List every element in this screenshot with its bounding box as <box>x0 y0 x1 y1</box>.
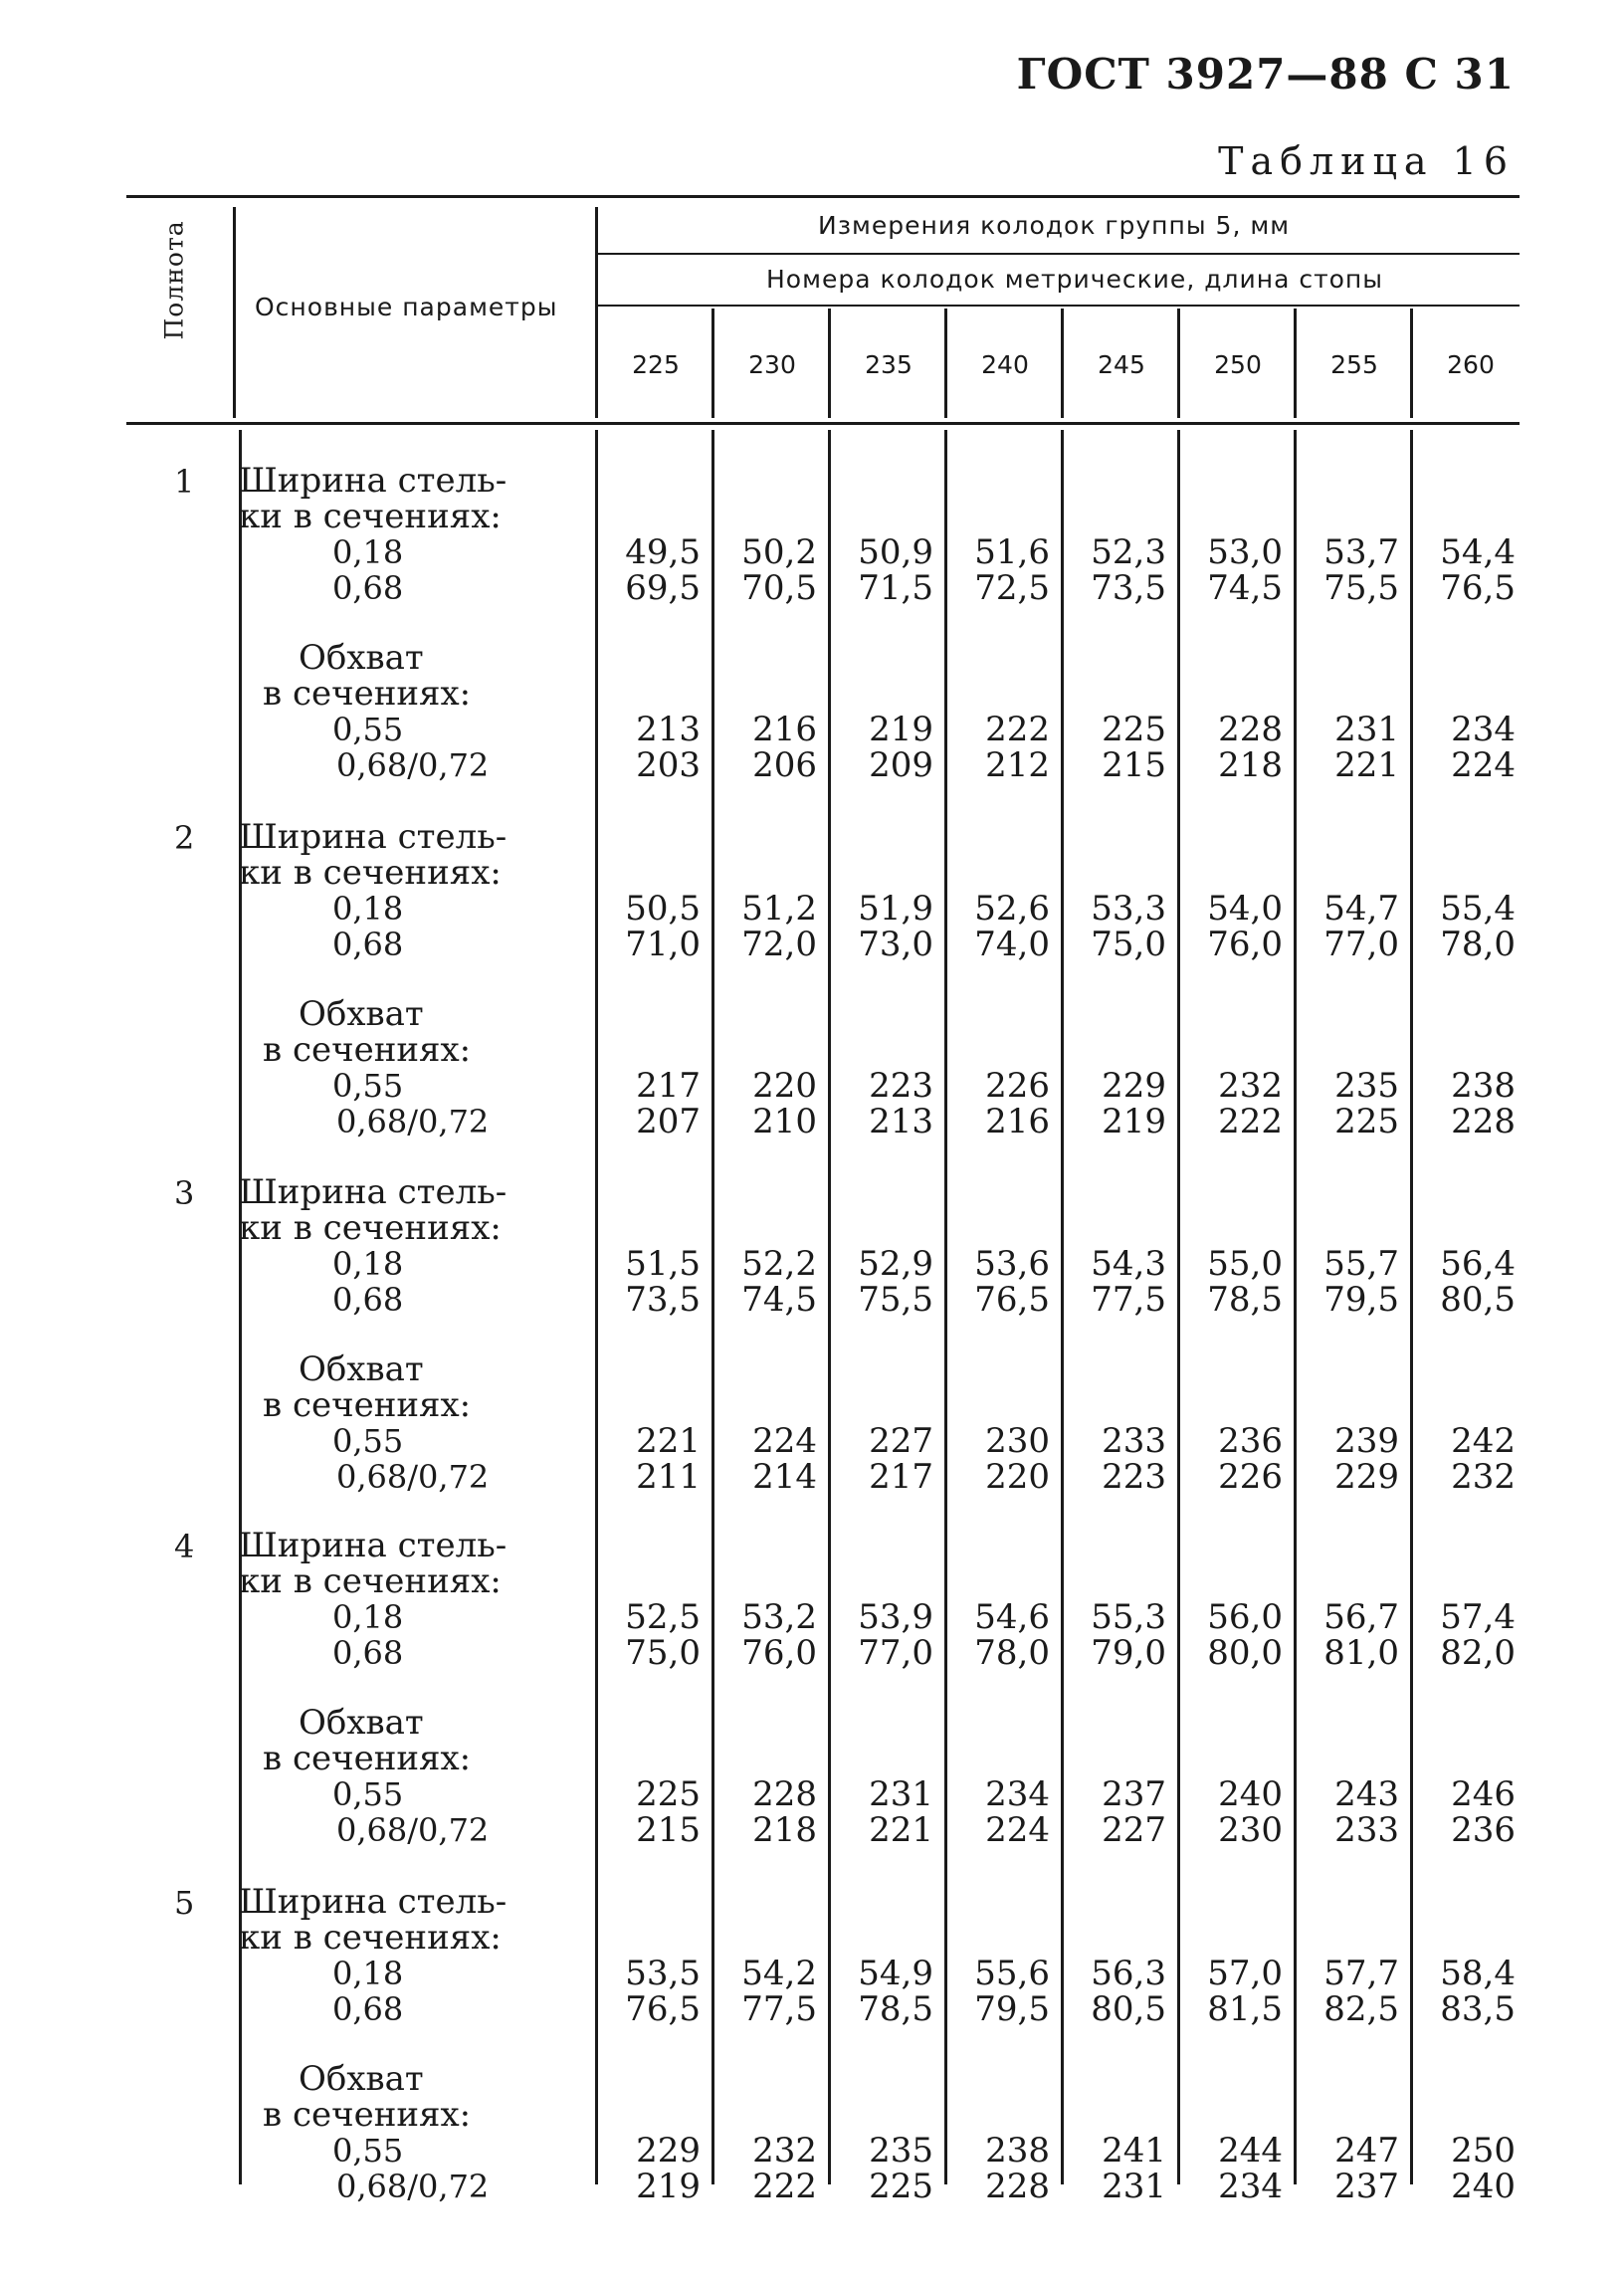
girth-subtitle: в сечениях: <box>263 1030 472 1070</box>
table-cell: 228 <box>1451 1102 1516 1141</box>
table-cell: 56,0 <box>1207 1597 1283 1637</box>
table-cell: 217 <box>636 1066 701 1106</box>
table-cell: 79,5 <box>1323 1280 1399 1320</box>
table-cell: 238 <box>985 2131 1050 2171</box>
polnota-number: 1 <box>174 463 195 501</box>
size-column-header: 240 <box>981 350 1029 379</box>
size-column-header: 250 <box>1214 350 1262 379</box>
table-cell: 78,0 <box>1440 925 1516 964</box>
table-cell: 71,0 <box>625 925 701 964</box>
size-column-header: 230 <box>748 350 796 379</box>
table-cell: 220 <box>752 1066 817 1106</box>
column-divider <box>828 309 831 418</box>
table-cell: 213 <box>636 710 701 749</box>
table-cell: 78,0 <box>974 1633 1050 1673</box>
table-cell: 55,0 <box>1207 1244 1283 1284</box>
table-cell: 76,0 <box>741 1633 817 1673</box>
table-cell: 53,3 <box>1091 889 1166 929</box>
table-cell: 239 <box>1334 1421 1399 1461</box>
table-cell: 79,5 <box>974 1989 1050 2029</box>
table-cell: 54,4 <box>1440 532 1516 572</box>
polnota-column-header: Полнота <box>159 220 189 340</box>
column-divider <box>944 309 947 418</box>
table-cell: 51,2 <box>741 889 817 929</box>
table-cell: 231 <box>1334 710 1399 749</box>
table-cell: 227 <box>1102 1810 1166 1850</box>
table-cell: 219 <box>636 2167 701 2206</box>
section-label: 0,68 <box>332 569 404 607</box>
table-cell: 82,5 <box>1323 1989 1399 2029</box>
table-cell: 235 <box>869 2131 933 2171</box>
table-cell: 227 <box>869 1421 933 1461</box>
table-cell: 72,5 <box>974 568 1050 608</box>
table-title: Таблица 16 <box>1218 139 1515 183</box>
table-cell: 74,5 <box>1207 568 1283 608</box>
table-cell: 223 <box>869 1066 933 1106</box>
table-cell: 211 <box>636 1457 701 1497</box>
column-divider <box>233 207 236 418</box>
table-cell: 80,5 <box>1440 1280 1516 1320</box>
table-cell: 224 <box>985 1810 1050 1850</box>
table-cell: 232 <box>752 2131 817 2171</box>
table-cell: 222 <box>752 2167 817 2206</box>
table-cell: 231 <box>869 1774 933 1814</box>
polnota-number: 5 <box>174 1884 195 1922</box>
table-cell: 76,5 <box>974 1280 1050 1320</box>
table-cell: 207 <box>636 1102 701 1141</box>
column-divider <box>711 309 714 418</box>
table-cell: 51,5 <box>625 1244 701 1284</box>
table-cell: 57,0 <box>1207 1954 1283 1993</box>
size-column-header: 235 <box>865 350 913 379</box>
table-cell: 236 <box>1451 1810 1516 1850</box>
table-cell: 78,5 <box>1207 1280 1283 1320</box>
table-cell: 246 <box>1451 1774 1516 1814</box>
table-cell: 219 <box>869 710 933 749</box>
table-cell: 56,3 <box>1091 1954 1166 1993</box>
insole-width-title: Ширина стель- ки в сечениях: <box>239 1882 508 1958</box>
table-top-rule <box>126 195 1520 198</box>
header-rule-measurements <box>595 253 1520 255</box>
table-cell: 217 <box>869 1457 933 1497</box>
section-label: 0,18 <box>332 890 404 928</box>
section-label: 0,55 <box>332 1422 404 1460</box>
table-cell: 225 <box>869 2167 933 2206</box>
table-cell: 228 <box>985 2167 1050 2206</box>
table-cell: 235 <box>1334 1066 1399 1106</box>
table-cell: 215 <box>1102 745 1166 785</box>
table-cell: 53,7 <box>1323 532 1399 572</box>
polnota-number: 4 <box>174 1528 195 1565</box>
table-cell: 75,5 <box>1323 568 1399 608</box>
table-cell: 240 <box>1218 1774 1283 1814</box>
table-cell: 50,9 <box>858 532 933 572</box>
table-cell: 76,5 <box>1440 568 1516 608</box>
table-cell: 52,2 <box>741 1244 817 1284</box>
table-cell: 57,4 <box>1440 1597 1516 1637</box>
standard-number: ГОСТ 3927—88 С 31 <box>1016 50 1515 99</box>
table-cell: 54,9 <box>858 1954 933 1993</box>
table-cell: 79,0 <box>1091 1633 1166 1673</box>
table-cell: 219 <box>1102 1102 1166 1141</box>
column-divider <box>1061 309 1064 418</box>
table-cell: 53,9 <box>858 1597 933 1637</box>
table-cell: 237 <box>1102 1774 1166 1814</box>
table-cell: 225 <box>1102 710 1166 749</box>
table-cell: 221 <box>1334 745 1399 785</box>
table-cell: 81,5 <box>1207 1989 1283 2029</box>
insole-width-title: Ширина стель- ки в сечениях: <box>239 1526 508 1601</box>
table-cell: 57,7 <box>1323 1954 1399 1993</box>
table-cell: 73,5 <box>1091 568 1166 608</box>
table-cell: 83,5 <box>1440 1989 1516 2029</box>
table-cell: 78,5 <box>858 1989 933 2029</box>
column-divider <box>1294 309 1297 418</box>
table-cell: 51,6 <box>974 532 1050 572</box>
table-cell: 224 <box>752 1421 817 1461</box>
size-column-header: 255 <box>1330 350 1378 379</box>
section-label: 0,68/0,72 <box>336 1811 490 1849</box>
table-cell: 51,9 <box>858 889 933 929</box>
table-cell: 247 <box>1334 2131 1399 2171</box>
table-cell: 49,5 <box>625 532 701 572</box>
table-cell: 54,3 <box>1091 1244 1166 1284</box>
girth-title: Обхват <box>299 2059 424 2099</box>
table-cell: 52,6 <box>974 889 1050 929</box>
table-cell: 56,7 <box>1323 1597 1399 1637</box>
table-cell: 221 <box>636 1421 701 1461</box>
table-cell: 236 <box>1218 1421 1283 1461</box>
table-cell: 216 <box>985 1102 1050 1141</box>
table-cell: 203 <box>636 745 701 785</box>
table-cell: 228 <box>752 1774 817 1814</box>
table-cell: 242 <box>1451 1421 1516 1461</box>
table-cell: 80,5 <box>1091 1989 1166 2029</box>
section-label: 0,18 <box>332 1245 404 1283</box>
table-cell: 52,5 <box>625 1597 701 1637</box>
table-cell: 226 <box>1218 1457 1283 1497</box>
polnota-number: 3 <box>174 1174 195 1212</box>
table-cell: 73,0 <box>858 925 933 964</box>
table-cell: 53,5 <box>625 1954 701 1993</box>
header-bottom-rule <box>126 422 1520 425</box>
table-cell: 228 <box>1218 710 1283 749</box>
table-cell: 233 <box>1102 1421 1166 1461</box>
table-cell: 82,0 <box>1440 1633 1516 1673</box>
table-cell: 74,5 <box>741 1280 817 1320</box>
table-cell: 222 <box>1218 1102 1283 1141</box>
table-cell: 230 <box>985 1421 1050 1461</box>
section-label: 0,55 <box>332 711 404 748</box>
table-cell: 240 <box>1451 2167 1516 2206</box>
table-cell: 52,9 <box>858 1244 933 1284</box>
table-cell: 56,4 <box>1440 1244 1516 1284</box>
size-column-header: 245 <box>1098 350 1145 379</box>
table-cell: 70,5 <box>741 568 817 608</box>
table-cell: 55,7 <box>1323 1244 1399 1284</box>
section-label: 0,68/0,72 <box>336 1458 490 1496</box>
table-cell: 234 <box>1218 2167 1283 2206</box>
table-cell: 52,3 <box>1091 532 1166 572</box>
table-cell: 223 <box>1102 1457 1166 1497</box>
table-cell: 214 <box>752 1457 817 1497</box>
table-cell: 77,0 <box>858 1633 933 1673</box>
section-label: 0,68 <box>332 1990 404 2028</box>
table-cell: 50,5 <box>625 889 701 929</box>
table-cell: 234 <box>1451 710 1516 749</box>
table-cell: 221 <box>869 1810 933 1850</box>
table-cell: 54,0 <box>1207 889 1283 929</box>
insole-width-title: Ширина стель- ки в сечениях: <box>239 817 508 893</box>
table-cell: 77,5 <box>1091 1280 1166 1320</box>
table-cell: 54,6 <box>974 1597 1050 1637</box>
insole-width-title: Ширина стель- ки в сечениях: <box>239 1172 508 1248</box>
measurements-header: Измерения колодок группы 5, мм <box>818 211 1291 240</box>
section-label: 0,18 <box>332 1955 404 1992</box>
section-label: 0,68/0,72 <box>336 1103 490 1140</box>
table-cell: 237 <box>1334 2167 1399 2206</box>
girth-title: Обхват <box>299 1703 424 1743</box>
table-cell: 50,2 <box>741 532 817 572</box>
insole-width-title: Ширина стель- ки в сечениях: <box>239 461 508 536</box>
section-label: 0,68 <box>332 1634 404 1672</box>
section-label: 0,55 <box>332 2132 404 2170</box>
table-cell: 212 <box>985 745 1050 785</box>
numbers-header: Номера колодок метрические, длина стопы <box>766 265 1384 294</box>
table-cell: 53,0 <box>1207 532 1283 572</box>
table-cell: 55,6 <box>974 1954 1050 1993</box>
table-cell: 229 <box>636 2131 701 2171</box>
table-cell: 243 <box>1334 1774 1399 1814</box>
table-cell: 232 <box>1218 1066 1283 1106</box>
girth-subtitle: в сечениях: <box>263 1739 472 1778</box>
table-cell: 241 <box>1102 2131 1166 2171</box>
section-label: 0,68/0,72 <box>336 2168 490 2205</box>
table-cell: 229 <box>1334 1457 1399 1497</box>
table-cell: 75,0 <box>1091 925 1166 964</box>
table-cell: 216 <box>752 710 817 749</box>
params-column-header: Основные параметры <box>255 293 558 321</box>
section-label: 0,55 <box>332 1067 404 1105</box>
table-cell: 209 <box>869 745 933 785</box>
table-cell: 234 <box>985 1774 1050 1814</box>
table-cell: 218 <box>1218 745 1283 785</box>
size-column-header: 225 <box>632 350 680 379</box>
table-cell: 231 <box>1102 2167 1166 2206</box>
column-divider <box>1410 309 1413 418</box>
table-cell: 215 <box>636 1810 701 1850</box>
section-label: 0,55 <box>332 1775 404 1813</box>
table-cell: 210 <box>752 1102 817 1141</box>
section-label: 0,68 <box>332 1281 404 1319</box>
table-cell: 74,0 <box>974 925 1050 964</box>
table-cell: 226 <box>985 1066 1050 1106</box>
table-cell: 225 <box>636 1774 701 1814</box>
girth-subtitle: в сечениях: <box>263 674 472 714</box>
column-divider <box>595 207 598 418</box>
size-column-header: 260 <box>1447 350 1495 379</box>
girth-title: Обхват <box>299 1349 424 1389</box>
table-cell: 80,0 <box>1207 1633 1283 1673</box>
table-cell: 238 <box>1451 1066 1516 1106</box>
table-cell: 75,5 <box>858 1280 933 1320</box>
table-cell: 77,0 <box>1323 925 1399 964</box>
column-divider <box>1177 309 1180 418</box>
table-cell: 232 <box>1451 1457 1516 1497</box>
table-cell: 54,2 <box>741 1954 817 1993</box>
table-cell: 54,7 <box>1323 889 1399 929</box>
girth-subtitle: в сечениях: <box>263 1385 472 1425</box>
table-cell: 250 <box>1451 2131 1516 2171</box>
section-label: 0,68/0,72 <box>336 746 490 784</box>
table-cell: 81,0 <box>1323 1633 1399 1673</box>
table-cell: 53,6 <box>974 1244 1050 1284</box>
table-cell: 213 <box>869 1102 933 1141</box>
section-label: 0,18 <box>332 1598 404 1636</box>
table-cell: 76,5 <box>625 1989 701 2029</box>
table-cell: 225 <box>1334 1102 1399 1141</box>
table-cell: 55,3 <box>1091 1597 1166 1637</box>
table-cell: 233 <box>1334 1810 1399 1850</box>
girth-subtitle: в сечениях: <box>263 2095 472 2135</box>
header-rule-numbers <box>595 305 1520 307</box>
table-cell: 69,5 <box>625 568 701 608</box>
table-cell: 58,4 <box>1440 1954 1516 1993</box>
table-cell: 218 <box>752 1810 817 1850</box>
table-cell: 229 <box>1102 1066 1166 1106</box>
table-cell: 53,2 <box>741 1597 817 1637</box>
table-cell: 73,5 <box>625 1280 701 1320</box>
table-cell: 222 <box>985 710 1050 749</box>
table-cell: 55,4 <box>1440 889 1516 929</box>
section-label: 0,18 <box>332 533 404 571</box>
table-cell: 230 <box>1218 1810 1283 1850</box>
table-cell: 72,0 <box>741 925 817 964</box>
girth-title: Обхват <box>299 994 424 1034</box>
table-cell: 206 <box>752 745 817 785</box>
section-label: 0,68 <box>332 926 404 963</box>
girth-title: Обхват <box>299 638 424 678</box>
table-cell: 76,0 <box>1207 925 1283 964</box>
table-cell: 77,5 <box>741 1989 817 2029</box>
table-cell: 220 <box>985 1457 1050 1497</box>
table-cell: 244 <box>1218 2131 1283 2171</box>
table-cell: 224 <box>1451 745 1516 785</box>
table-cell: 71,5 <box>858 568 933 608</box>
table-cell: 75,0 <box>625 1633 701 1673</box>
polnota-number: 2 <box>174 819 195 857</box>
